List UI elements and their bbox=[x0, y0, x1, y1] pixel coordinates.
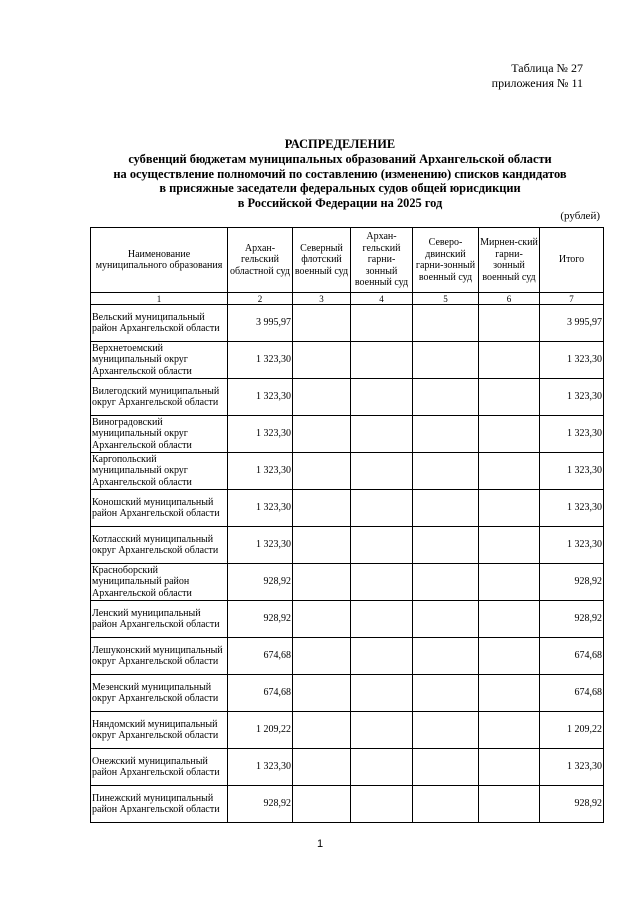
column-number: 3 bbox=[293, 293, 351, 305]
regional-court-cell: 1 323,30 bbox=[228, 527, 293, 564]
severodvinsk-garrison-court-cell bbox=[413, 564, 479, 601]
northern-fleet-court-cell bbox=[293, 675, 351, 712]
mirny-garrison-court-cell bbox=[479, 638, 540, 675]
regional-court-cell: 674,68 bbox=[228, 638, 293, 675]
table-row bbox=[91, 305, 604, 342]
total-cell: 674,68 bbox=[540, 638, 604, 675]
municipality-name-cell: Вилегодский муниципальный округ Архангельской области bbox=[91, 379, 228, 416]
total-cell: 1 323,30 bbox=[540, 527, 604, 564]
arkhangelsk-garrison-court-cell bbox=[351, 712, 413, 749]
arkhangelsk-garrison-court-cell bbox=[351, 527, 413, 564]
regional-court-cell: 1 323,30 bbox=[228, 453, 293, 490]
arkhangelsk-garrison-court-cell bbox=[351, 342, 413, 379]
table-row bbox=[91, 786, 604, 823]
severodvinsk-garrison-court-cell bbox=[413, 601, 479, 638]
mirny-garrison-court-cell bbox=[479, 786, 540, 823]
municipality-name-cell: Лешуконский муниципальный округ Архангельской области bbox=[91, 638, 228, 675]
page-number: 1 bbox=[316, 838, 324, 850]
column-header-regional-court: Архан-гельский областной суд bbox=[228, 228, 293, 293]
title-line-3: на осуществление полномочий по составлению (изменению) списков кандидатов bbox=[113, 166, 567, 181]
table-row bbox=[91, 601, 604, 638]
total-cell: 1 323,30 bbox=[540, 342, 604, 379]
table-number-label: Таблица № 27 bbox=[511, 61, 583, 75]
table-row bbox=[91, 564, 604, 601]
table-row bbox=[91, 712, 604, 749]
mirny-garrison-court-cell bbox=[479, 712, 540, 749]
northern-fleet-court-cell bbox=[293, 601, 351, 638]
table-body bbox=[91, 305, 604, 823]
title-line-1: РАСПРЕДЕЛЕНИЕ bbox=[284, 137, 396, 151]
table-row bbox=[91, 675, 604, 712]
mirny-garrison-court-cell bbox=[479, 416, 540, 453]
municipality-name-cell: Вельский муниципальный район Архангельской области bbox=[91, 305, 228, 342]
northern-fleet-court-cell bbox=[293, 305, 351, 342]
severodvinsk-garrison-court-cell bbox=[413, 490, 479, 527]
table-row bbox=[91, 416, 604, 453]
regional-court-cell: 928,92 bbox=[228, 786, 293, 823]
severodvinsk-garrison-court-cell bbox=[413, 453, 479, 490]
severodvinsk-garrison-court-cell bbox=[413, 675, 479, 712]
column-number: 1 bbox=[91, 293, 228, 305]
total-cell: 1 209,22 bbox=[540, 712, 604, 749]
municipality-name-cell: Онежский муниципальный район Архангельской области bbox=[91, 749, 228, 786]
title-line-2: субвенций бюджетам муниципальных образований Архангельской области bbox=[128, 151, 552, 166]
total-cell: 674,68 bbox=[540, 675, 604, 712]
regional-court-cell: 1 323,30 bbox=[228, 749, 293, 786]
municipality-name-cell: Пинежский муниципальный район Архангельской области bbox=[91, 786, 228, 823]
severodvinsk-garrison-court-cell bbox=[413, 379, 479, 416]
mirny-garrison-court-cell bbox=[479, 490, 540, 527]
column-number: 6 bbox=[479, 293, 540, 305]
total-cell: 3 995,97 bbox=[540, 305, 604, 342]
municipality-name-cell: Красноборский муниципальный район Архангельской области bbox=[91, 564, 228, 601]
total-cell: 928,92 bbox=[540, 564, 604, 601]
regional-court-cell: 1 209,22 bbox=[228, 712, 293, 749]
column-number: 5 bbox=[413, 293, 479, 305]
municipality-name-cell: Няндомский муниципальный округ Архангельской области bbox=[91, 712, 228, 749]
northern-fleet-court-cell bbox=[293, 453, 351, 490]
municipality-name-cell: Ленский муниципальный район Архангельской области bbox=[91, 601, 228, 638]
arkhangelsk-garrison-court-cell bbox=[351, 601, 413, 638]
regional-court-cell: 1 323,30 bbox=[228, 342, 293, 379]
municipality-name-cell: Виноградовский муниципальный округ Архангельской области bbox=[91, 416, 228, 453]
column-header-arkhangelsk-garrison-court: Архан-гельский гарни-зонный военный суд bbox=[351, 228, 413, 293]
mirny-garrison-court-cell bbox=[479, 749, 540, 786]
regional-court-cell: 1 323,30 bbox=[228, 416, 293, 453]
column-header-total: Итого bbox=[540, 228, 604, 293]
severodvinsk-garrison-court-cell bbox=[413, 416, 479, 453]
mirny-garrison-court-cell bbox=[479, 453, 540, 490]
column-number-row bbox=[91, 293, 604, 305]
arkhangelsk-garrison-court-cell bbox=[351, 453, 413, 490]
arkhangelsk-garrison-court-cell bbox=[351, 379, 413, 416]
distribution-table bbox=[90, 227, 604, 823]
municipality-name-cell: Каргопольский муниципальный округ Архангельской области bbox=[91, 453, 228, 490]
table-row bbox=[91, 453, 604, 490]
total-cell: 1 323,30 bbox=[540, 749, 604, 786]
regional-court-cell: 928,92 bbox=[228, 564, 293, 601]
northern-fleet-court-cell bbox=[293, 379, 351, 416]
mirny-garrison-court-cell bbox=[479, 305, 540, 342]
regional-court-cell: 674,68 bbox=[228, 675, 293, 712]
column-number: 2 bbox=[228, 293, 293, 305]
municipality-name-cell: Котласский муниципальный округ Архангельской области bbox=[91, 527, 228, 564]
arkhangelsk-garrison-court-cell bbox=[351, 786, 413, 823]
appendix-number-label: приложения № 11 bbox=[491, 76, 583, 90]
total-cell: 928,92 bbox=[540, 786, 604, 823]
units-label: (рублей) bbox=[560, 210, 600, 222]
total-cell: 1 323,30 bbox=[540, 416, 604, 453]
regional-court-cell: 3 995,97 bbox=[228, 305, 293, 342]
table-row bbox=[91, 527, 604, 564]
arkhangelsk-garrison-court-cell bbox=[351, 305, 413, 342]
title-line-4: в присяжные заседатели федеральных судов общей юрисдикции bbox=[159, 181, 521, 196]
arkhangelsk-garrison-court-cell bbox=[351, 749, 413, 786]
regional-court-cell: 928,92 bbox=[228, 601, 293, 638]
title-line-5: в Российской Федерации на 2025 год bbox=[237, 196, 443, 211]
document-title bbox=[60, 137, 620, 211]
northern-fleet-court-cell bbox=[293, 416, 351, 453]
column-header-mirny-garrison-court: Мирнен-ский гарни-зонный военный суд bbox=[479, 228, 540, 293]
northern-fleet-court-cell bbox=[293, 490, 351, 527]
total-cell: 1 323,30 bbox=[540, 453, 604, 490]
mirny-garrison-court-cell bbox=[479, 527, 540, 564]
total-cell: 1 323,30 bbox=[540, 490, 604, 527]
northern-fleet-court-cell bbox=[293, 527, 351, 564]
municipality-name-cell: Коношский муниципальный район Архангельской области bbox=[91, 490, 228, 527]
severodvinsk-garrison-court-cell bbox=[413, 342, 479, 379]
northern-fleet-court-cell bbox=[293, 749, 351, 786]
total-cell: 1 323,30 bbox=[540, 379, 604, 416]
municipality-name-cell: Мезенский муниципальный округ Архангельской области bbox=[91, 675, 228, 712]
arkhangelsk-garrison-court-cell bbox=[351, 564, 413, 601]
northern-fleet-court-cell bbox=[293, 786, 351, 823]
severodvinsk-garrison-court-cell bbox=[413, 749, 479, 786]
mirny-garrison-court-cell bbox=[479, 601, 540, 638]
severodvinsk-garrison-court-cell bbox=[413, 305, 479, 342]
northern-fleet-court-cell bbox=[293, 712, 351, 749]
table-row bbox=[91, 749, 604, 786]
municipality-name-cell: Верхнетоемский муниципальный округ Архангельской области bbox=[91, 342, 228, 379]
column-number: 7 bbox=[540, 293, 604, 305]
total-cell: 928,92 bbox=[540, 601, 604, 638]
column-header-severodvinsk-garrison-court: Северо-двинский гарни-зонный военный суд bbox=[413, 228, 479, 293]
mirny-garrison-court-cell bbox=[479, 675, 540, 712]
column-header-northern-fleet-court: Северный флотский военный суд bbox=[293, 228, 351, 293]
mirny-garrison-court-cell bbox=[479, 564, 540, 601]
mirny-garrison-court-cell bbox=[479, 342, 540, 379]
severodvinsk-garrison-court-cell bbox=[413, 712, 479, 749]
column-number: 4 bbox=[351, 293, 413, 305]
arkhangelsk-garrison-court-cell bbox=[351, 490, 413, 527]
northern-fleet-court-cell bbox=[293, 342, 351, 379]
arkhangelsk-garrison-court-cell bbox=[351, 675, 413, 712]
arkhangelsk-garrison-court-cell bbox=[351, 638, 413, 675]
northern-fleet-court-cell bbox=[293, 638, 351, 675]
table-row bbox=[91, 490, 604, 527]
table-row bbox=[91, 638, 604, 675]
regional-court-cell: 1 323,30 bbox=[228, 379, 293, 416]
northern-fleet-court-cell bbox=[293, 564, 351, 601]
severodvinsk-garrison-court-cell bbox=[413, 786, 479, 823]
severodvinsk-garrison-court-cell bbox=[413, 527, 479, 564]
table-header-row bbox=[91, 228, 604, 293]
mirny-garrison-court-cell bbox=[479, 379, 540, 416]
appendix-reference bbox=[492, 61, 583, 91]
column-header-name: Наименование муниципального образования bbox=[91, 228, 228, 293]
table-row bbox=[91, 342, 604, 379]
arkhangelsk-garrison-court-cell bbox=[351, 416, 413, 453]
regional-court-cell: 1 323,30 bbox=[228, 490, 293, 527]
severodvinsk-garrison-court-cell bbox=[413, 638, 479, 675]
table-row bbox=[91, 379, 604, 416]
